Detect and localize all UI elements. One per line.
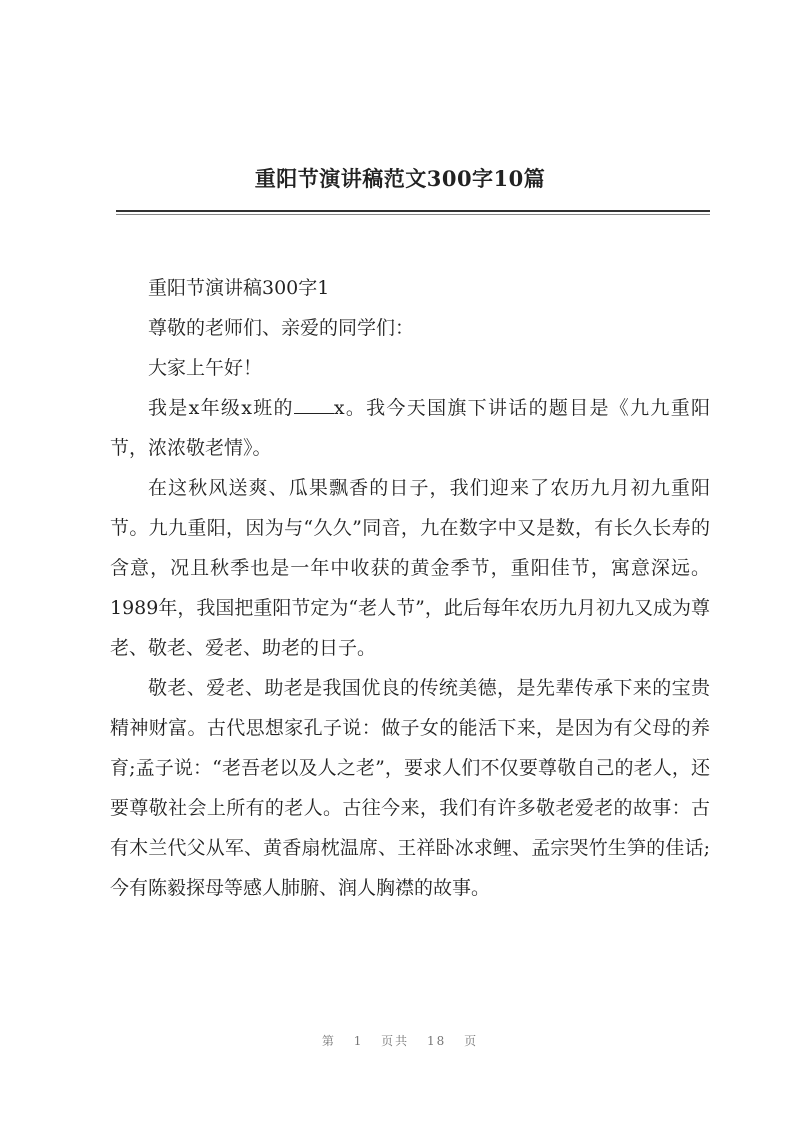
footer-label-ye: 页 xyxy=(464,1034,479,1048)
paragraph-virtue: 敬老、爱老、助老是我国优良的传统美德，是先辈传承下来的宝贵精神财富。古代思想家孔子说：做子女的能活下来，是因为有父母的养育;孟子说：“老吾老以及人之老”，要求人们不仅要尊敬自己的老人，还要尊敬社会上所有的老人。古往今来，我们有许多敬老爱老的故事：古有木兰代父从军、黄香扇枕温席、王祥卧冰求鲤、孟宗哭竹生笋的佳话;今有陈毅探母等感人肺腑、润人胸襟的故事。 xyxy=(110,677,710,899)
document-body xyxy=(110,268,710,908)
title-divider-thin xyxy=(116,214,710,215)
greeting: 大家上午好！ xyxy=(148,357,263,379)
salutation: 尊敬的老师们、亲爱的同学们： xyxy=(148,317,415,339)
page-footer xyxy=(0,1032,800,1049)
intro-paragraph xyxy=(110,388,710,468)
paragraph-autumn: 在这秋风送爽、瓜果飘香的日子，我们迎来了农历九月初九重阳节。九九重阳，因为与“久久”同音，九在数字中又是数，有长久长寿的含意，况且秋季也是一年中收获的黄金季节，重阳佳节，寓意深远。1989年，我国把重阳节定为“老人节”，此后每年农历九月初九又成为尊老、敬老、爱老、助老的日子。 xyxy=(110,477,710,659)
intro-text-start: 我是x年级x班的 xyxy=(148,397,294,419)
footer-label-ye-gong: 页共 xyxy=(381,1034,410,1048)
title-divider xyxy=(116,210,710,212)
intro-text-end: x。我今天国旗下讲话的题目是《九九重阳节，浓浓敬老情》。 xyxy=(110,397,711,459)
footer-current-page: 1 xyxy=(353,1034,364,1048)
section-heading: 重阳节演讲稿300字1 xyxy=(148,277,330,299)
footer-total-pages: 18 xyxy=(427,1034,447,1048)
document-title: 重阳节演讲稿范文300字10篇 xyxy=(254,166,546,191)
footer-label-di: 第 xyxy=(321,1034,336,1048)
name-blank xyxy=(294,397,334,414)
